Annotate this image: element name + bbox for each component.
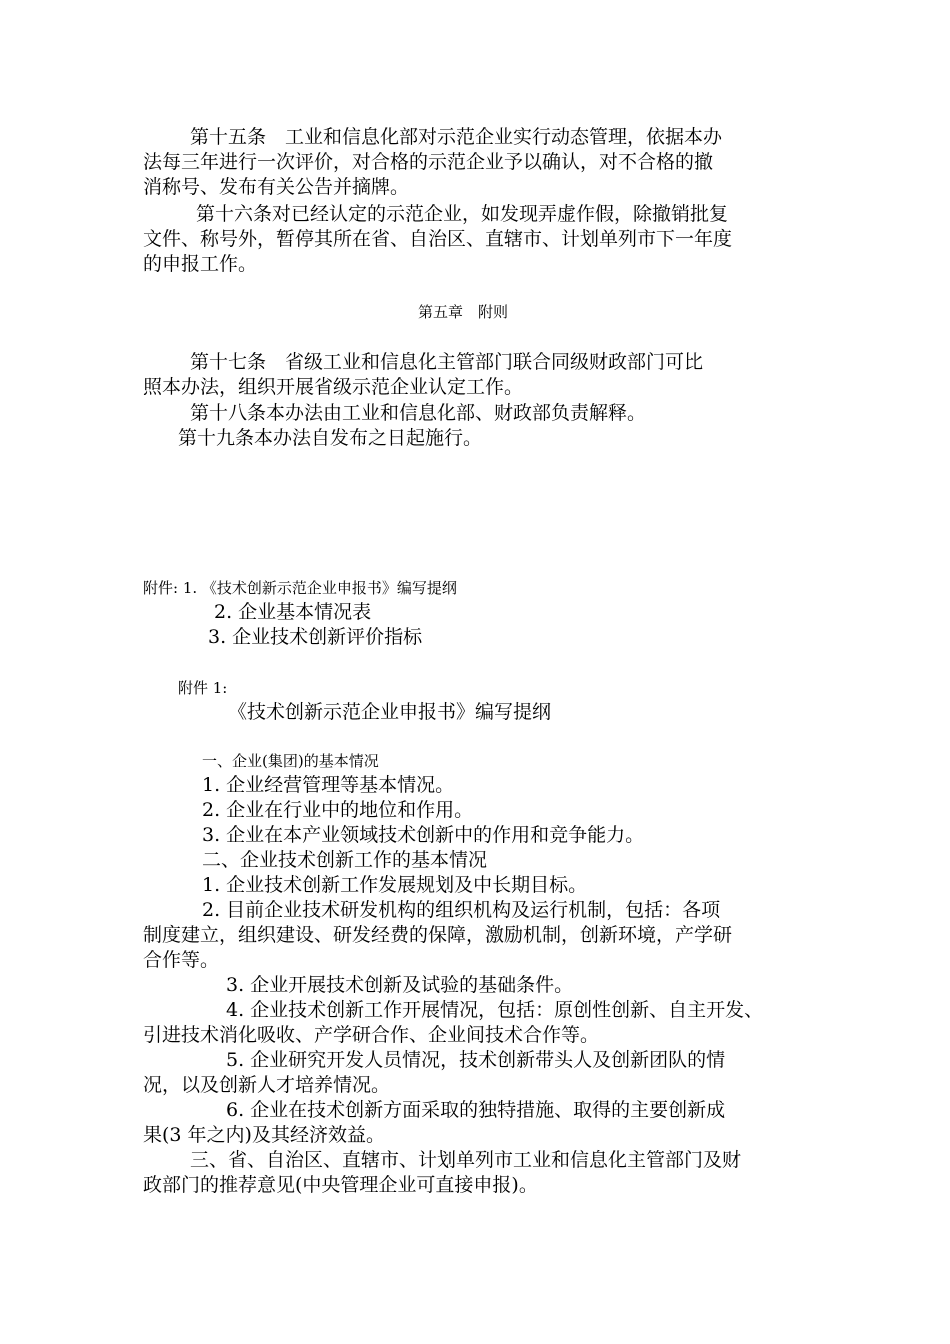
section-2-item-4-line-1: 4. 企业技术创新工作开展情况，包括：原创性创新、自主开发、 [226, 999, 764, 1021]
section-2-item-3: 3. 企业开展技术创新及试验的基础条件。 [226, 974, 574, 996]
article-19: 第十九条本办法自发布之日起施行。 [178, 427, 483, 449]
article-16-line-2: 文件、称号外，暂停其所在省、自治区、直辖市、计划单列市下一年度 [143, 228, 733, 250]
appendix-1-title: 《技术创新示范企业申报书》编写提纲 [228, 701, 552, 723]
article-17-line-2: 照本办法，组织开展省级示范企业认定工作。 [143, 376, 524, 398]
attachment-3: 3. 企业技术创新评价指标 [208, 626, 423, 648]
section-2-item-4-line-2: 引进技术消化吸收、产学研合作、企业间技术合作等。 [143, 1024, 600, 1046]
article-15-line-1: 第十五条 工业和信息化部对示范企业实行动态管理，依据本办 [190, 126, 723, 148]
article-15-line-2: 法每三年进行一次评价，对合格的示范企业予以确认，对不合格的撤 [143, 151, 714, 173]
section-2-heading: 二、企业技术创新工作的基本情况 [202, 849, 488, 871]
section-2-item-1: 1. 企业技术创新工作发展规划及中长期目标。 [202, 874, 588, 896]
article-15-line-3: 消称号、发布有关公告并摘牌。 [143, 176, 410, 198]
attachment-2: 2. 企业基本情况表 [214, 601, 372, 623]
section-1-heading: 一、企业(集团)的基本情况 [202, 752, 379, 770]
article-16-line-3: 的申报工作。 [143, 253, 258, 275]
section-3-line-1: 三、省、自治区、直辖市、计划单列市工业和信息化主管部门及财 [190, 1149, 742, 1171]
article-18: 第十八条本办法由工业和信息化部、财政部负责解释。 [190, 402, 647, 424]
section-2-item-6-line-2: 果(3 年之内)及其经济效益。 [143, 1124, 385, 1146]
section-2-item-2-line-1: 2. 目前企业技术研发机构的组织机构及运行机制，包括：各项 [202, 899, 721, 921]
attachment-1: 附件: 1. 《技术创新示范企业申报书》编写提纲 [143, 579, 457, 597]
section-3-line-2: 政部门的推荐意见(中央管理企业可直接申报)。 [143, 1174, 538, 1196]
appendix-1-label: 附件 1: [178, 679, 228, 697]
section-2-item-5-line-1: 5. 企业研究开发人员情况，技术创新带头人及创新团队的情 [226, 1049, 726, 1071]
section-1-item-1: 1. 企业经营管理等基本情况。 [202, 774, 455, 796]
section-2-item-2-line-3: 合作等。 [143, 949, 220, 971]
chapter-5-heading: 第五章 附则 [418, 303, 509, 321]
article-16-line-1: 第十六条对已经认定的示范企业，如发现弄虚作假，除撤销批复 [196, 203, 729, 225]
section-1-item-2: 2. 企业在行业中的地位和作用。 [202, 799, 474, 821]
section-2-item-6-line-1: 6. 企业在技术创新方面采取的独特措施、取得的主要创新成 [226, 1099, 726, 1121]
article-17-line-1: 第十七条 省级工业和信息化主管部门联合同级财政部门可比 [190, 351, 704, 373]
section-2-item-2-line-2: 制度建立，组织建设、研发经费的保障，激励机制，创新环境，产学研 [143, 924, 733, 946]
section-2-item-5-line-2: 况，以及创新人才培养情况。 [143, 1074, 391, 1096]
section-1-item-3: 3. 企业在本产业领域技术创新中的作用和竞争能力。 [202, 824, 645, 846]
